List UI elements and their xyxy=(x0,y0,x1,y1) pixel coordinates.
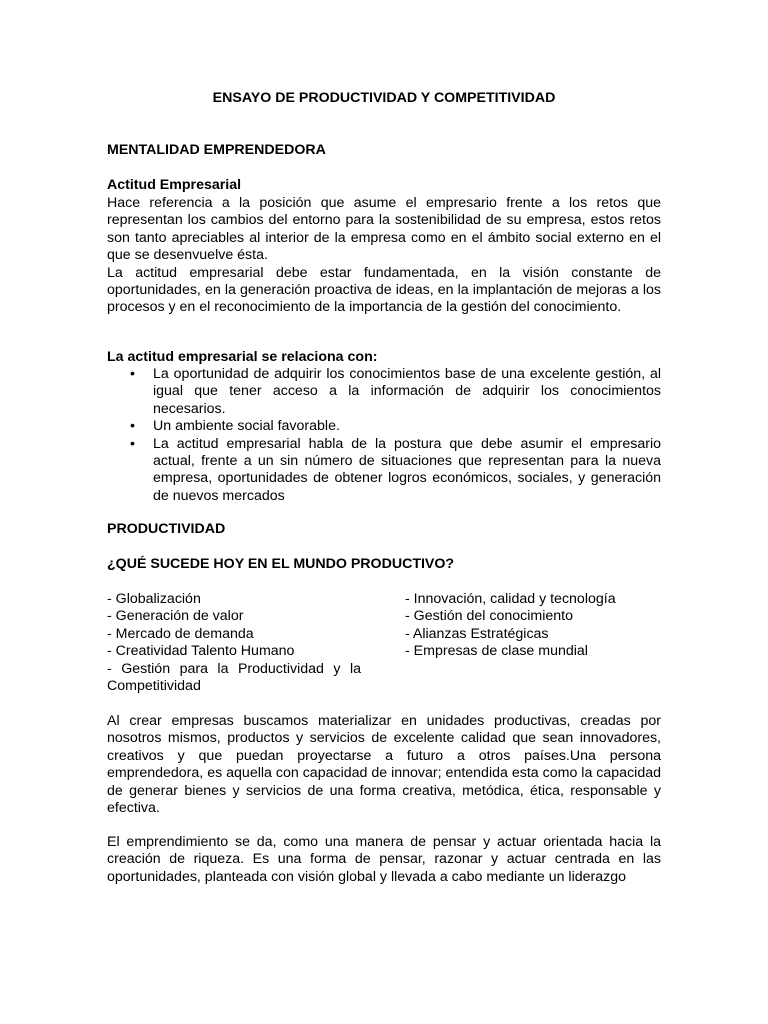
document-title: ENSAYO DE PRODUCTIVIDAD Y COMPETITIVIDAD xyxy=(212,90,556,106)
list-item: - Generación de valor xyxy=(107,608,244,625)
bullet-icon: • xyxy=(130,366,135,382)
list-item: - Creatividad Talento Humano xyxy=(107,643,295,660)
question-heading: ¿QUÉ SUCEDE HOY EN EL MUNDO PRODUCTIVO? xyxy=(107,556,455,572)
bullet-list xyxy=(107,366,661,505)
list-item: - Innovación, calidad y tecnología xyxy=(405,591,616,607)
list-item: - Globalización xyxy=(107,591,201,607)
bullet-text: Un ambiente social favorable. xyxy=(153,418,340,435)
paragraph-2: La actitud empresarial debe estar fundamentada, en la visión constante de oportunidades, en la generación proactiva de ideas, en la implantación de mejoras a los procesos y en el reconocimiento de la importancia de la gestión del conocimiento. xyxy=(107,264,661,316)
bullet-item xyxy=(107,366,661,418)
bullet-icon: • xyxy=(130,418,135,435)
bullet-text: La actitud empresarial habla de la postura que debe asumir el empresario actual, frente a un sin número de situaciones que representan para la nueva empresa, oportunidades de obtener logros económicos, sociales, y generación de nuevos mercados xyxy=(153,435,661,504)
section-heading-productividad: PRODUCTIVIDAD xyxy=(107,521,226,537)
list-item: - Gestión para la Productividad y la Competitividad xyxy=(107,660,361,695)
subsection-heading-actitud: Actitud Empresarial xyxy=(107,177,242,193)
list-left xyxy=(107,591,361,695)
bullet-text: La oportunidad de adquirir los conocimientos base de una excelente gestión, al igual que tener acceso a la información de adquirir los conocimientos necesarios. xyxy=(153,366,661,417)
subsection-heading-relaciona: La actitud empresarial se relaciona con: xyxy=(107,349,378,365)
list-item: - Gestión del conocimiento xyxy=(405,608,573,625)
bullet-item xyxy=(107,418,661,435)
paragraph-actitud xyxy=(107,195,661,317)
list-item: - Empresas de clase mundial xyxy=(405,643,588,660)
list-right xyxy=(405,591,661,661)
section-heading-mentalidad: MENTALIDAD EMPRENDEDORA xyxy=(107,142,326,158)
paragraph-3: Al crear empresas buscamos materializar en unidades productivas, creadas por nosotros mismos, productos y servicios de excelente calidad que sean innovadores, creativos y que puedan proyectarse a futuro a otros países.Una persona emprendedora, es aquella con capacidad de innovar; entendida esta como la capacidad de generar bienes y servicios de una forma creativa, metódica, ética, responsable y efectiva. xyxy=(107,713,661,817)
bullet-item xyxy=(107,436,661,506)
bullet-icon: • xyxy=(130,435,135,452)
paragraph-1: Hace referencia a la posición que asume el empresario frente a los retos que representan los cambios del entorno para la sostenibilidad de su empresa, estos retos son tanto apreciables al interior de la empresa como en el ámbito social externo en el que se desenvuelve ésta. xyxy=(107,195,661,264)
list-item: - Alianzas Estratégicas xyxy=(405,625,549,642)
paragraph-4: El emprendimiento se da, como una manera de pensar y actuar orientada hacia la creación de riqueza. Es una forma de pensar, razonar y actuar centrada en las oportunidades, planteada con visión global y llevada a cabo mediante un liderazgo xyxy=(107,834,661,885)
list-item: - Mercado de demanda xyxy=(107,625,254,642)
